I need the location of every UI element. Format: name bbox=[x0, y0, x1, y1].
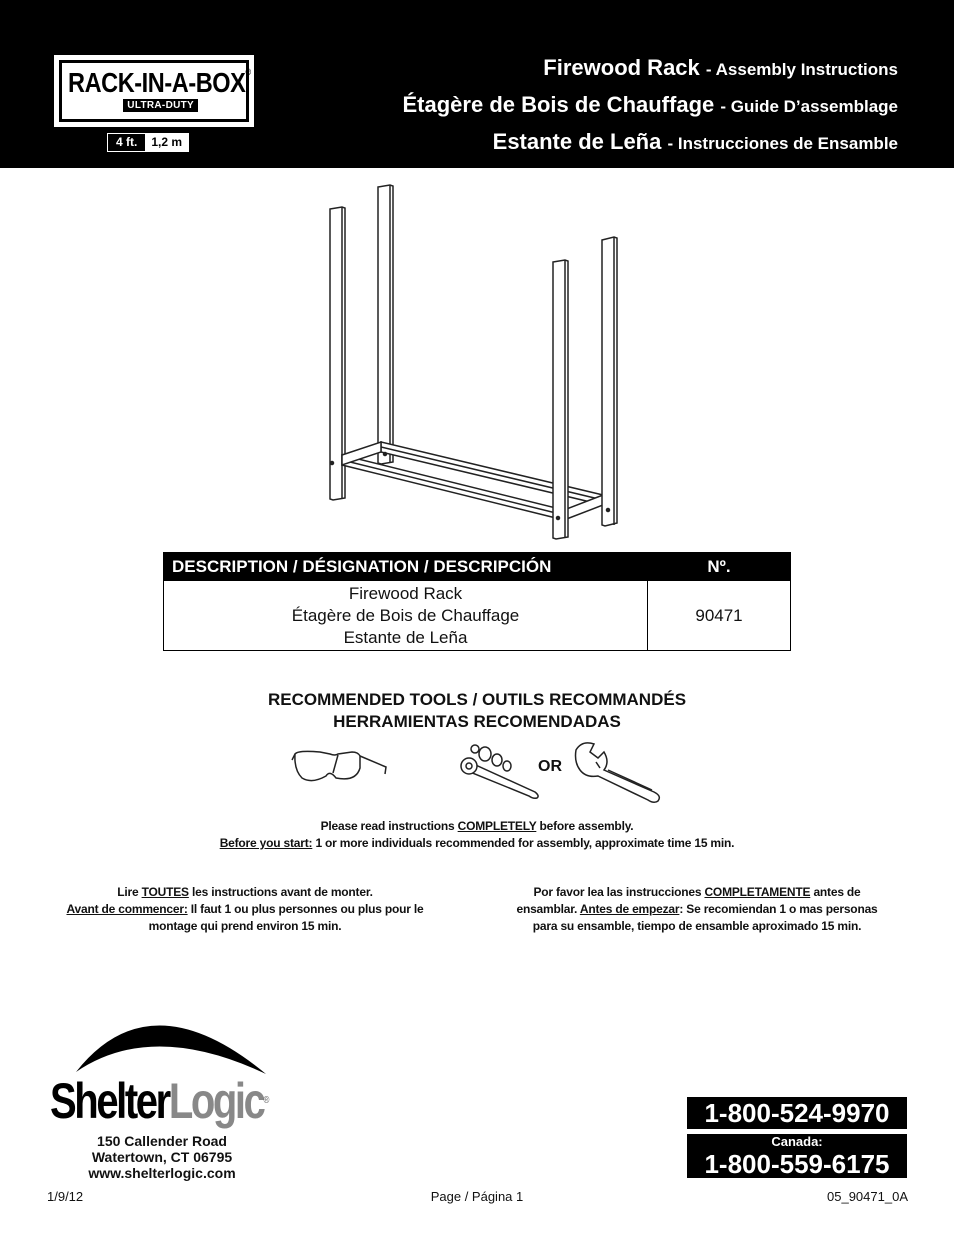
logo-subtitle: ULTRA-DUTY bbox=[123, 99, 198, 112]
size-metric: 1,2 m bbox=[145, 134, 188, 151]
adjustable-wrench-icon bbox=[572, 738, 664, 804]
instructions-note-spanish: Por favor lea las instrucciones COMPLETAMENTE antes de ensamblar. Antes de empezar: Se recomiendan 1 o mas personas para su ensamble, tiempo de ensamble aproximado 15 min. bbox=[516, 885, 878, 933]
document-titles bbox=[403, 50, 899, 161]
safety-glasses-icon bbox=[290, 740, 390, 790]
instructions-note-english: Please read instructions COMPLETELY before assembly. Before you start: 1 or more individuals recommended for assembly, approximate time 15 min. bbox=[219, 819, 735, 850]
firewood-rack-illustration bbox=[320, 180, 630, 540]
phone-us: 1-800-524-9970 bbox=[687, 1097, 907, 1129]
parts-header-number: Nº. bbox=[648, 553, 791, 581]
phone-canada-box bbox=[687, 1134, 907, 1178]
part-description: Firewood Rack Étagère de Bois de Chauffage Estante de Leña bbox=[164, 581, 648, 651]
shelterlogic-logo: ShelterLogic® bbox=[50, 1073, 270, 1129]
size-badge bbox=[107, 133, 189, 152]
logo-title: RACK-IN-A-BOX bbox=[68, 67, 246, 98]
parts-header-description: DESCRIPTION / DÉSIGNATION / DESCRIPCIÓN bbox=[164, 553, 648, 581]
recommended-tools-heading: RECOMMENDED TOOLS / OUTILS RECOMMANDÉS HERRAMIENTAS RECOMENDADAS bbox=[267, 690, 687, 731]
title-spanish: Estante de Leña - Instrucciones de Ensamble bbox=[492, 129, 898, 154]
instructions-note-french: Lire TOUTES les instructions avant de monter. Avant de commencer: Il faut 1 ou plus personnes ou plus pour le montage qui prend environ 15 min. bbox=[66, 885, 424, 933]
socket-wrench-icon bbox=[455, 742, 545, 800]
footer-page-number: Page / Página 1 bbox=[430, 1189, 524, 1204]
company-website: www.shelterlogic.com bbox=[88, 1165, 236, 1181]
company-address: 150 Callender Road Watertown, CT 06795 www.shelterlogic.com bbox=[62, 1133, 262, 1181]
header-banner bbox=[0, 0, 954, 168]
footer-date: 1/9/12 bbox=[47, 1189, 84, 1204]
table-row bbox=[164, 581, 791, 651]
part-number: 90471 bbox=[648, 581, 791, 651]
title-french: Étagère de Bois de Chauffage - Guide D’assemblage bbox=[402, 92, 898, 117]
title-english: Firewood Rack - Assembly Instructions bbox=[543, 55, 898, 80]
footer-doc-code: 05_90471_0A bbox=[827, 1189, 908, 1204]
canada-label: Canada: bbox=[771, 1134, 823, 1149]
size-imperial: 4 ft. bbox=[108, 134, 145, 151]
or-label: OR bbox=[538, 758, 562, 775]
parts-table bbox=[163, 552, 791, 651]
phone-canada: 1-800-559-6175 bbox=[704, 1149, 890, 1179]
logo-registered-mark: ® bbox=[245, 67, 251, 77]
rack-in-a-box-logo bbox=[54, 55, 254, 127]
